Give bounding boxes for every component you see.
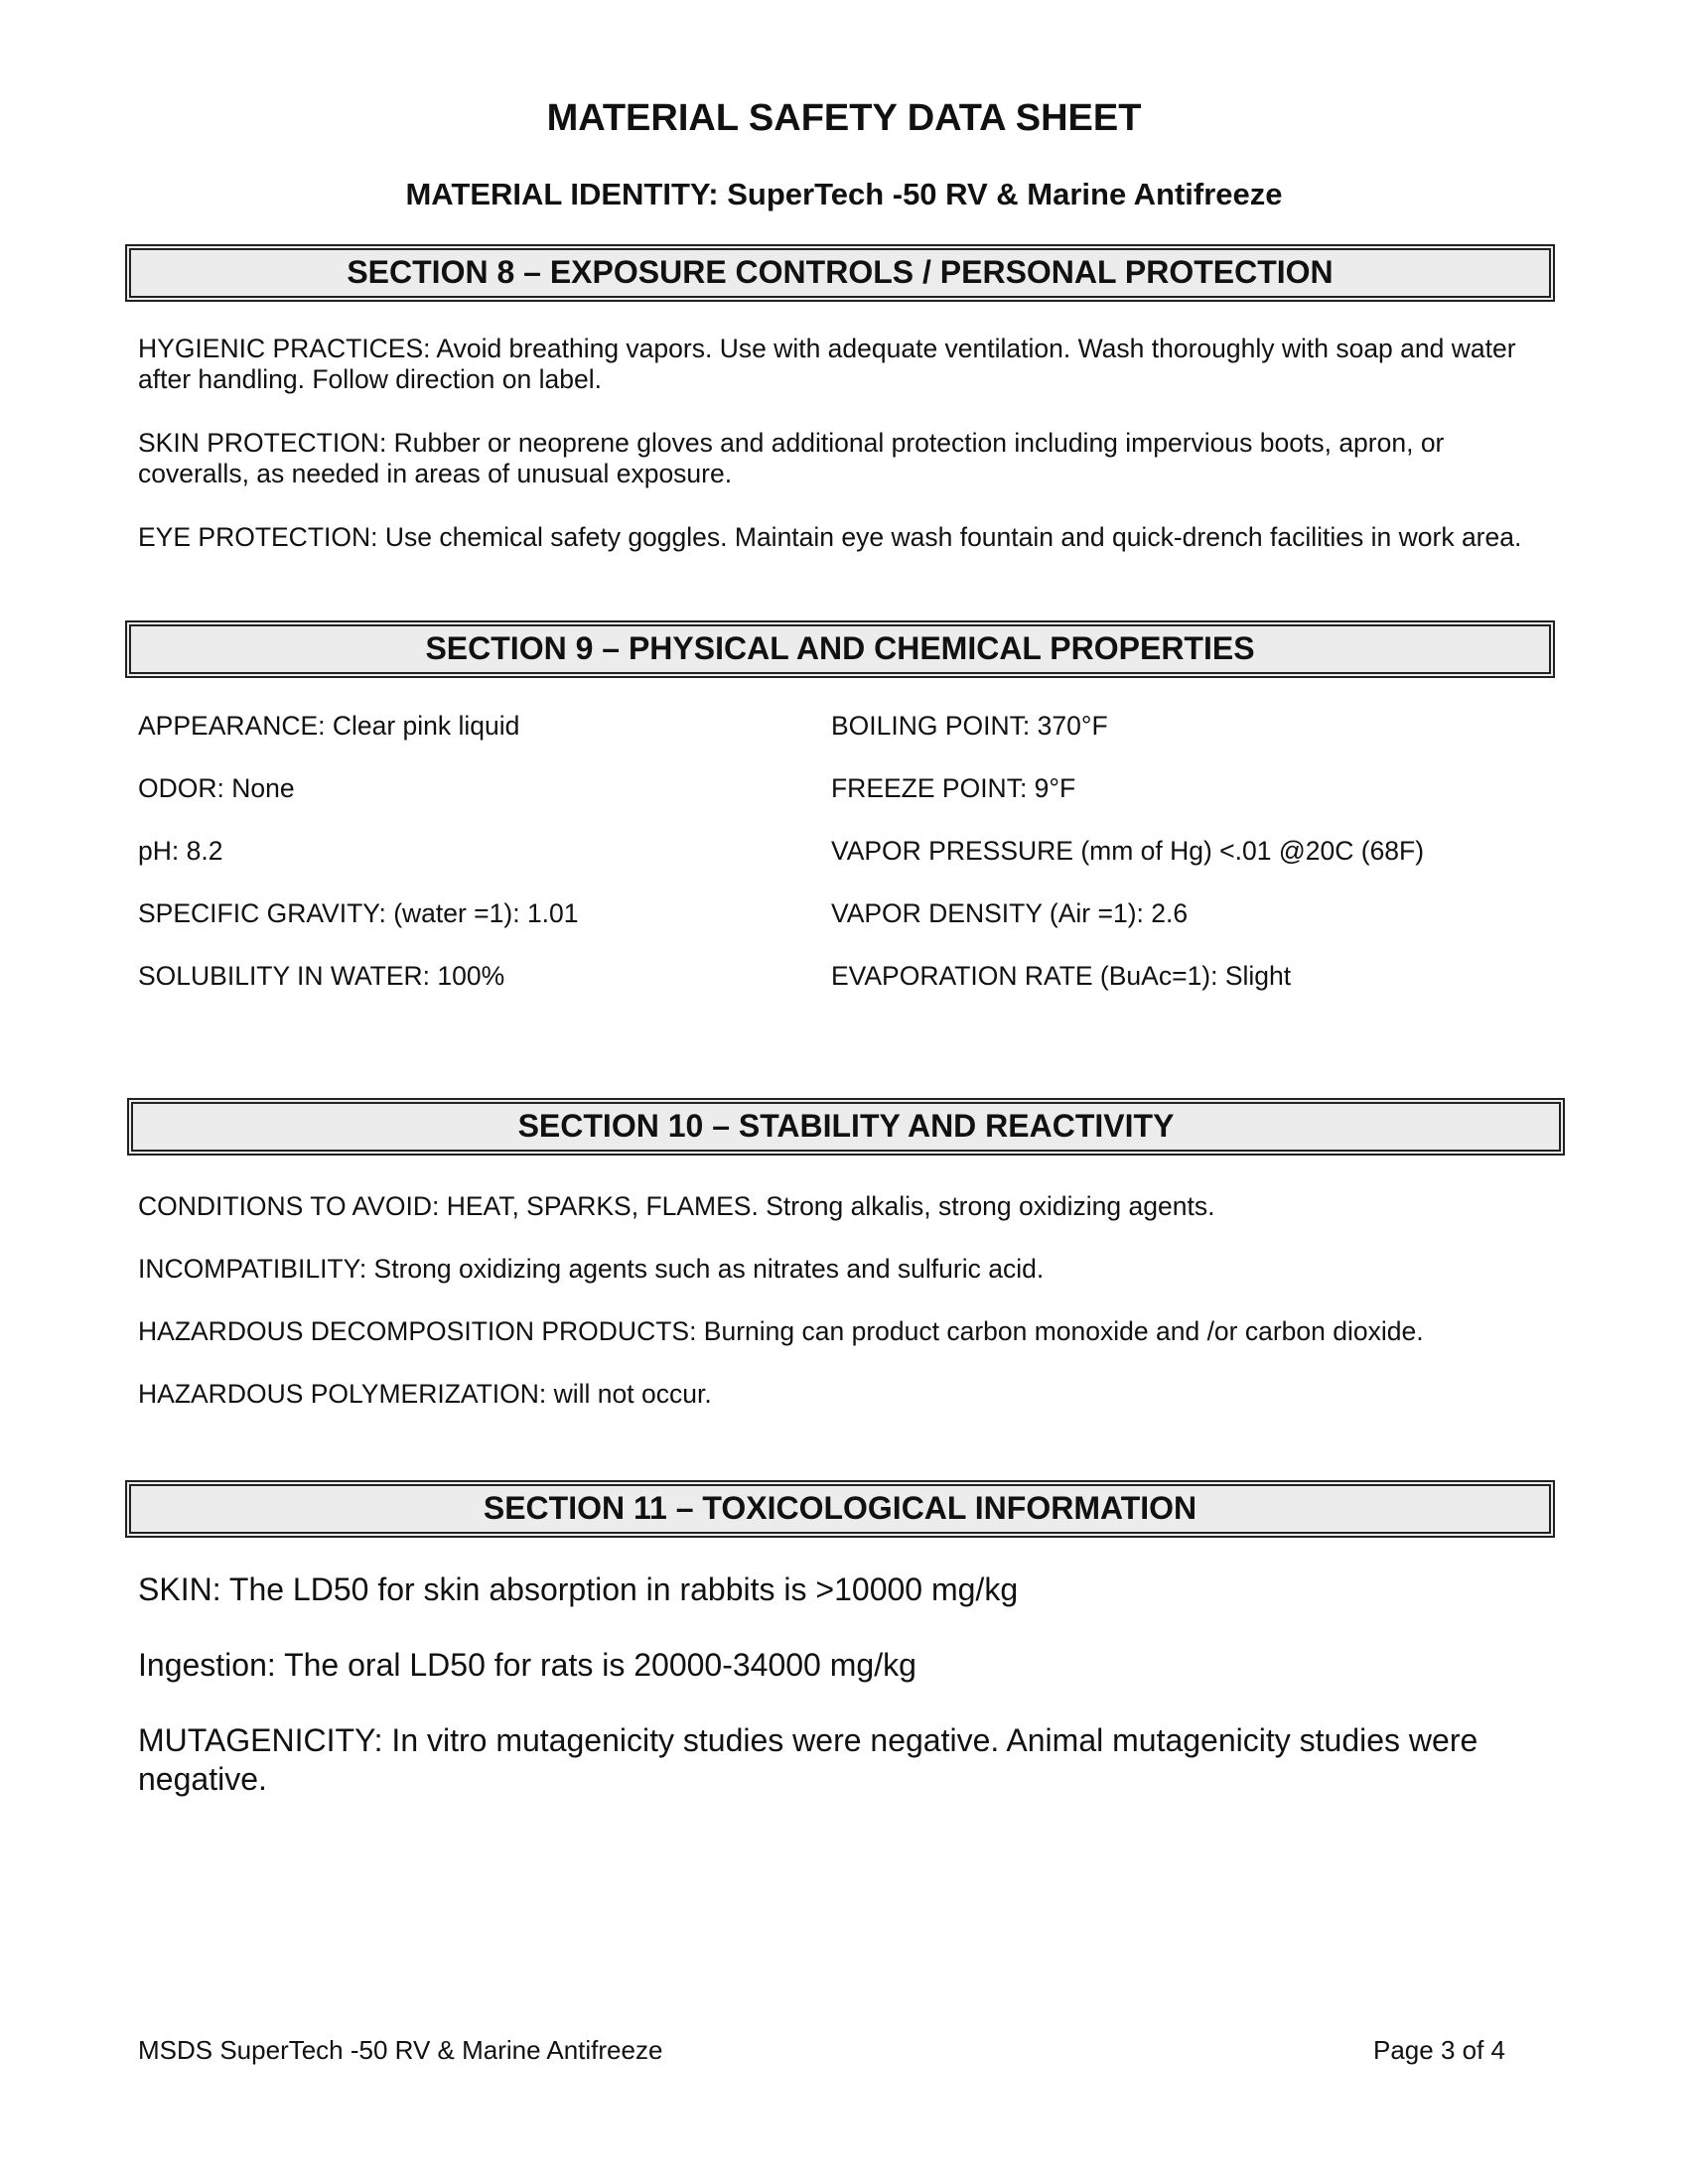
document-title: MATERIAL SAFETY DATA SHEET [546, 97, 1142, 139]
tox-ingestion: Ingestion: The oral LD50 for rats is 20000-34000 mg/kg [138, 1647, 916, 1683]
hygienic-practices: HYGIENIC PRACTICES: Avoid breathing vapors. Use with adequate ventilation. Wash thoroughly with soap and water after handling. Follow direction on label. [138, 334, 1516, 394]
ph: pH: 8.2 [138, 836, 223, 866]
section-8-header: SECTION 8 – EXPOSURE CONTROLS / PERSONAL PROTECTION [125, 244, 1555, 302]
vapor-pressure: VAPOR PRESSURE (mm of Hg) <.01 @20C (68F) [831, 836, 1425, 866]
incompatibility: INCOMPATIBILITY: Strong oxidizing agents such as nitrates and sulfuric acid. [138, 1254, 1045, 1284]
tox-mutagenicity: MUTAGENICITY: In vitro mutagenicity studies were negative. Animal mutagenicity studies were negative. [138, 1722, 1478, 1797]
odor: ODOR: None [138, 773, 295, 803]
polymerization: HAZARDOUS POLYMERIZATION: will not occur. [138, 1379, 712, 1409]
specific-gravity: SPECIFIC GRAVITY: (water =1): 1.01 [138, 898, 579, 928]
section-9-header: SECTION 9 – PHYSICAL AND CHEMICAL PROPERTIES [125, 620, 1555, 678]
freeze-point: FREEZE POINT: 9°F [831, 773, 1076, 803]
vapor-density: VAPOR DENSITY (Air =1): 2.6 [831, 898, 1189, 928]
eye-protection: EYE PROTECTION: Use chemical safety goggles. Maintain eye wash fountain and quick-drench facilities in work area. [138, 522, 1522, 552]
tox-skin: SKIN: The LD50 for skin absorption in rabbits is >10000 mg/kg [138, 1571, 1019, 1607]
section-11-header: SECTION 11 – TOXICOLOGICAL INFORMATION [125, 1480, 1555, 1538]
skin-protection: SKIN PROTECTION: Rubber or neoprene gloves and additional protection including impervious boots, apron, or coveralls, as needed in areas of unusual exposure. [138, 428, 1445, 488]
appearance: APPEARANCE: Clear pink liquid [138, 711, 520, 741]
solubility: SOLUBILITY IN WATER: 100% [138, 961, 505, 991]
boiling-point: BOILING POINT: 370°F [831, 711, 1108, 741]
footer-page-number: Page 3 of 4 [1373, 2035, 1505, 2065]
decomposition-products: HAZARDOUS DECOMPOSITION PRODUCTS: Burning can product carbon monoxide and /or carbon dioxide. [138, 1316, 1424, 1346]
evaporation-rate: EVAPORATION RATE (BuAc=1): Slight [831, 961, 1292, 991]
section-10-header: SECTION 10 – STABILITY AND REACTIVITY [127, 1098, 1565, 1156]
conditions-to-avoid: CONDITIONS TO AVOID: HEAT, SPARKS, FLAMES. Strong alkalis, strong oxidizing agents. [138, 1191, 1215, 1221]
footer-document-name: MSDS SuperTech -50 RV & Marine Antifreeze [138, 2035, 663, 2065]
material-identity: MATERIAL IDENTITY: SuperTech -50 RV & Marine Antifreeze [405, 177, 1283, 211]
